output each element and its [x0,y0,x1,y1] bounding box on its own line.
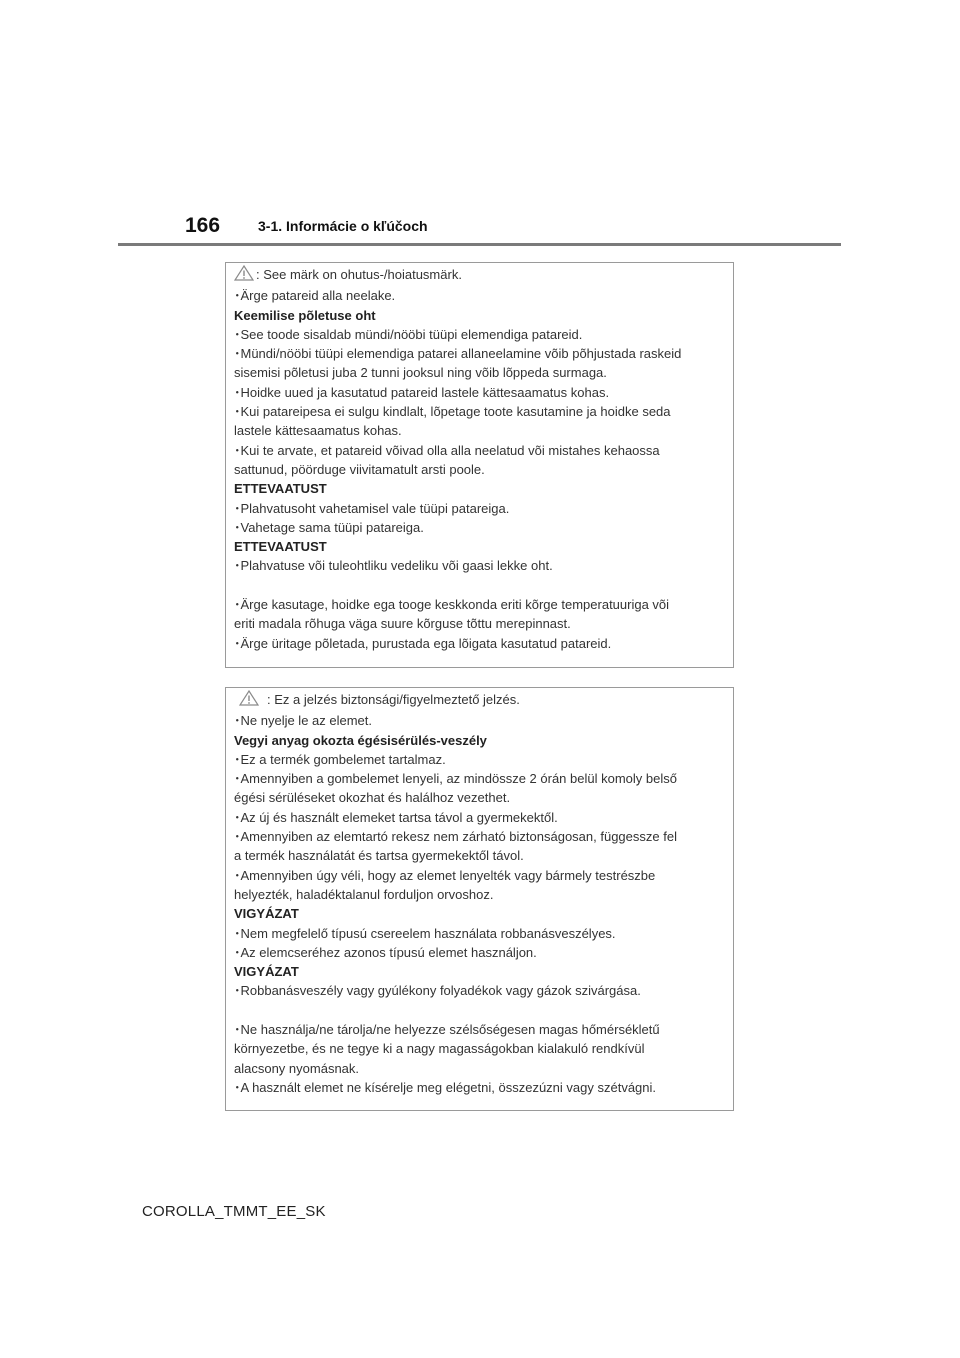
text-line: ･Kui te arvate, et patareid võivad olla alla neelatud või mistahes kehaossa [234,442,660,458]
text-line: lastele kättesaamatus kohas. [234,423,402,439]
text-line: ･Ez a termék gombelemet tartalmaz. [234,751,446,767]
document-code: COROLLA_TMMT_EE_SK [142,1203,326,1220]
header-divider [118,243,841,246]
symbol-note-text: : See märk on ohutus-/hoiatusmärk. [256,267,462,282]
text-line: ･See toode sisaldab mündi/nööbi tüüpi elemendiga patareid. [234,326,583,342]
caution-heading: ETTEVAATUST [234,539,327,555]
warning-triangle-icon [239,690,259,711]
text-line: ･Amennyiben a gombelemet lenyeli, az mindössze 2 órán belül komoly belső [234,771,677,787]
caution-heading: ETTEVAATUST [234,481,327,497]
caution-heading: VIGYÁZAT [234,964,299,980]
text-line: ･Nem megfelelő típusú csereelem használata robbanásveszélyes. [234,925,616,941]
page-number: 166 [185,214,221,237]
text-line: égési sérüléseket okozhat és halálhoz vezethet. [234,790,511,806]
warning-box-estonian [225,262,734,668]
symbol-note-text: : Ez a jelzés biztonsági/figyelmeztető jelzés. [267,692,520,707]
text-line: a termék használatát és tartsa gyermekektől távol. [234,848,524,864]
symbol-note-line [234,690,733,711]
text-line: ･Ärge kasutage, hoidke ega tooge keskkonda eriti kõrge temperatuuriga või [234,597,670,613]
warning-triangle-icon [234,265,254,286]
text-line: sisemisi põletusi juba 2 tunni jooksul ning võib lõppeda surmaga. [234,365,607,381]
text-line: ･A használt elemet ne kísérelje meg elégetni, összezúzni vagy szétvágni. [234,1079,657,1095]
text-line: ･Mündi/nööbi tüüpi elemendiga patarei allaneelamine võib põhjustada raskeid [234,346,682,362]
text-line: ･Vahetage sama tüüpi patareiga. [234,519,424,535]
text-line: ･Hoidke uued ja kasutatud patareid lastele kättesaamatus kohas. [234,384,610,400]
caution-heading: VIGYÁZAT [234,906,299,922]
text-line: ･Amennyiben az elemtartó rekesz nem zárható biztonságosan, függessze fel [234,829,677,845]
text-line: ･Plahvatusoht vahetamisel vale tüüpi patareiga. [234,500,510,516]
text-line: ･Plahvatuse või tuleohtliku vedeliku või gaasi lekke oht. [234,558,553,574]
warning-box-hungarian [225,687,734,1111]
text-line: ･Kui patareipesa ei sulgu kindlalt, lõpetage toote kasutamine ja hoidke seda [234,404,671,420]
text-line: ･Ne nyelje le az elemet. [234,713,373,729]
text-line: ･Amennyiben úgy véli, hogy az elemet lenyelték vagy bármely testrészbe [234,867,656,883]
text-line: helyezték, haladéktalanul forduljon orvoshoz. [234,886,494,902]
text-line: sattunud, pöörduge viivitamatult arsti poole. [234,461,485,477]
section-title: 3-1. Informácie o kľúčoch [258,218,428,234]
text-line: ･Ärge patareid alla neelake. [234,288,396,304]
blank-line [234,576,733,595]
text-line: ･Ne használja/ne tárolja/ne helyezze szélsőségesen magas hőmérsékletű [234,1022,660,1038]
text-line: alacsony nyomásnak. [234,1060,360,1076]
text-line: ･Az elemcseréhez azonos típusú elemet használjon. [234,944,537,960]
section-heading: Keemilise põletuse oht [234,307,376,323]
text-line: ･Az új és használt elemeket tartsa távol a gyermekektől. [234,809,558,825]
blank-line [234,1001,733,1020]
section-heading: Vegyi anyag okozta égésisérülés-veszély [234,732,487,748]
symbol-note-line [234,265,733,286]
text-line: környezetbe, és ne tegye ki a nagy magasságokban kialakuló rendkívül [234,1041,645,1057]
text-line: eriti madala rõhuga väga suure kõrguse tõttu merepinnast. [234,616,571,632]
text-line: ･Ärge üritage põletada, purustada ega lõigata kasutatud patareid. [234,635,612,651]
text-line: ･Robbanásveszély vagy gyúlékony folyadékok vagy gázok szivárgása. [234,983,641,999]
